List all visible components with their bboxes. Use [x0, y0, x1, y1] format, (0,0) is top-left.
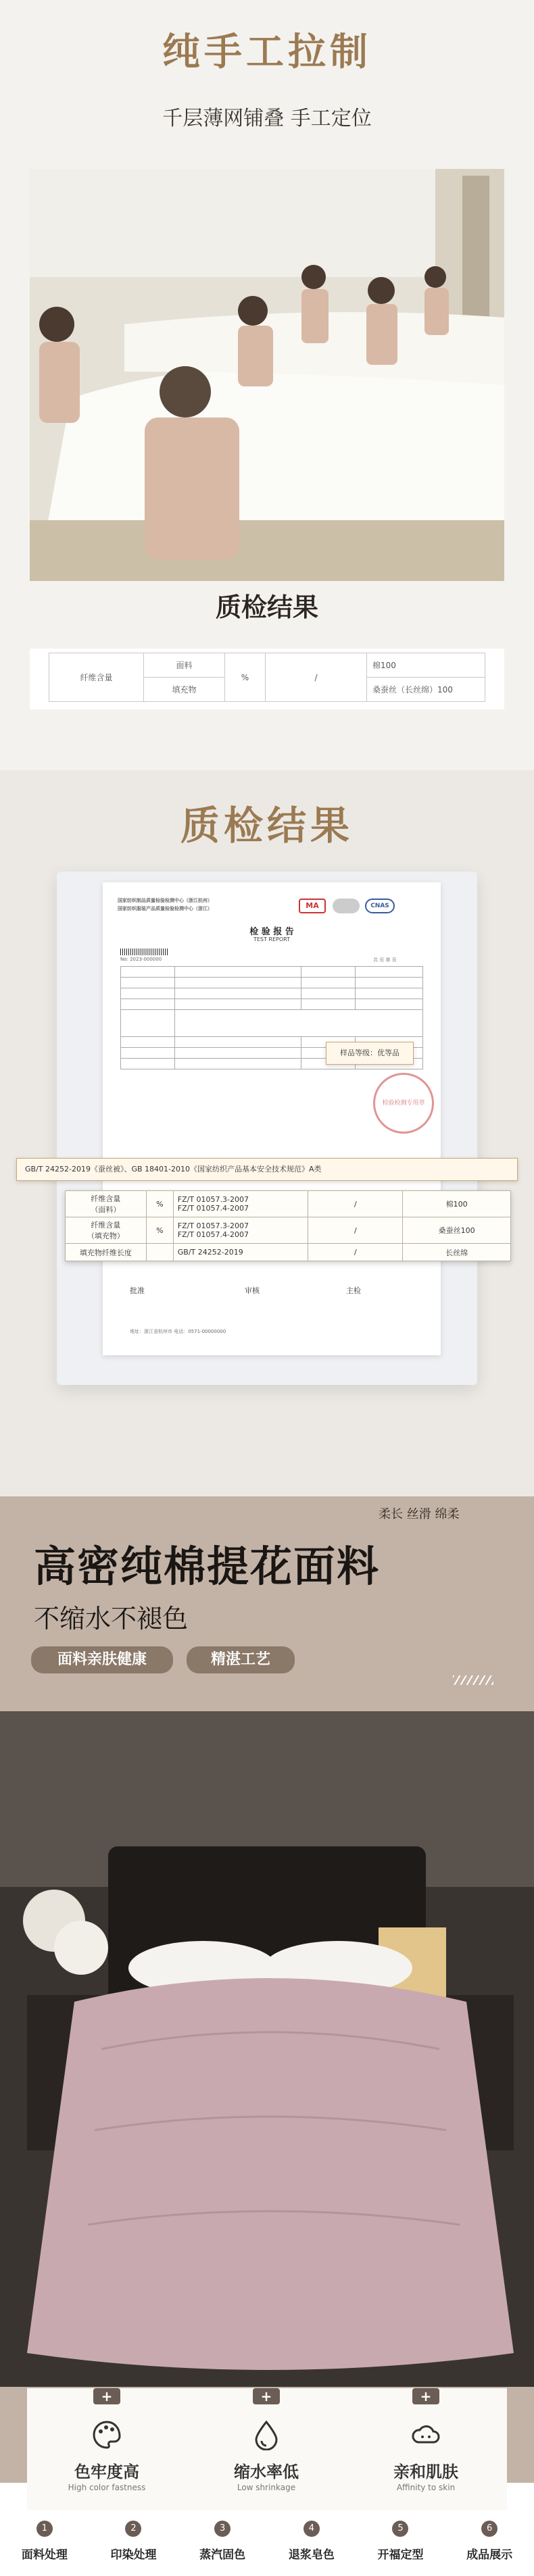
qc-table-strip	[30, 649, 504, 709]
report-stamp	[373, 1073, 434, 1134]
process-step	[89, 2517, 178, 2571]
step-label: 开福定型	[377, 2548, 424, 2562]
process-step	[0, 2517, 89, 2571]
results-cell-req: /	[308, 1244, 403, 1261]
results-table	[65, 1190, 511, 1261]
step-label: 成品展示	[466, 2548, 513, 2562]
ilac-logo	[333, 899, 360, 913]
qc-title-1: 质检结果	[215, 592, 318, 622]
fabric-tagline: 柔长 丝滑 绵柔	[379, 1507, 460, 1521]
report-address: 地址：浙江省杭州市 电话：0571-00000000	[130, 1329, 226, 1334]
decor-stripes	[453, 1675, 493, 1685]
qc-title-2: 质检结果	[180, 803, 354, 849]
qc-table	[49, 653, 485, 702]
features-card	[27, 2388, 507, 2510]
feature-subtitle: High color fastness	[68, 2483, 146, 2492]
results-cell-req: /	[308, 1217, 403, 1244]
process-steps	[0, 2510, 534, 2576]
qc-cell-filling: 填充物	[144, 678, 225, 702]
step-number: 4	[304, 2521, 320, 2537]
report-page	[103, 882, 441, 1355]
plus-badge: +	[412, 2388, 439, 2404]
sign-approve: 批准	[130, 1286, 145, 1295]
report-page-info: 共 页 第 页	[373, 957, 397, 963]
sign-review: 审核	[245, 1286, 260, 1295]
plus-badge: +	[93, 2388, 120, 2404]
handmade-title: 纯手工拉制	[162, 30, 372, 74]
report-number: No: 2023-000000	[120, 957, 162, 962]
step-number: 2	[125, 2521, 141, 2537]
report-header-2: 国家纺织服装产品质量检验检测中心（浙江）	[118, 906, 212, 911]
step-label: 面料处理	[21, 2548, 68, 2562]
qc-cell-silk: 桑蚕丝（长丝绵）100	[367, 678, 485, 702]
feature-title: 色牢度高	[74, 2463, 139, 2481]
grade-label: 样品等级：优等品	[326, 1042, 414, 1065]
section-fabric	[0, 1496, 534, 2576]
results-cell-unit: %	[146, 1217, 173, 1244]
feature-title: 缩水率低	[234, 2463, 299, 2481]
pill-skin-friendly: 面料亲肤健康	[31, 1646, 173, 1673]
results-cell-method: FZ/T 01057.3-2007 FZ/T 01057.4-2007	[173, 1217, 308, 1244]
feature-subtitle: Low shrinkage	[237, 2483, 296, 2492]
results-cell-name: 填充物纤维长度	[66, 1244, 147, 1261]
standards-bar: GB/T 24252-2019《蚕丝被》、GB 18401-2010《国家纺织产品基本安全技术规范》A类	[16, 1158, 518, 1181]
process-step	[267, 2517, 356, 2571]
feature-subtitle: Affinity to skin	[396, 2483, 456, 2492]
workshop-illustration	[30, 169, 504, 581]
water-drop-icon	[251, 2419, 282, 2453]
report-title-cn: 检 验 报 告	[249, 927, 294, 937]
report-title-en: TEST REPORT	[253, 936, 291, 942]
step-label: 印染处理	[110, 2548, 157, 2562]
feature-title: 亲和肌肤	[393, 2463, 458, 2481]
results-cell-result: 棉100	[403, 1191, 511, 1217]
process-step	[178, 2517, 267, 2571]
results-cell-unit: %	[146, 1191, 173, 1217]
sign-inspect: 主检	[346, 1286, 361, 1295]
qc-cell-fiber: 纤维含量	[49, 653, 144, 702]
handmade-subtitle: 千层薄网铺叠 手工定位	[162, 107, 372, 130]
qc-cell-req: /	[266, 653, 367, 702]
bedroom-illustration	[0, 1711, 534, 2387]
results-cell-name: 纤维含量 （填充物）	[66, 1217, 147, 1244]
feature-item	[346, 2388, 506, 2510]
step-number: 6	[481, 2521, 497, 2537]
results-cell-method: GB/T 24252-2019	[173, 1244, 308, 1261]
step-number: 3	[214, 2521, 230, 2537]
section-handmade	[0, 0, 534, 770]
palette-icon	[91, 2419, 122, 2453]
step-label: 蒸汽固色	[199, 2548, 246, 2562]
process-step	[356, 2517, 445, 2571]
qc-cell-cotton: 棉100	[367, 653, 485, 678]
bedroom-photo	[0, 1711, 534, 2387]
stamp-text: 检验检测专用章	[382, 1100, 425, 1107]
qc-cell-fabric: 面料	[144, 653, 225, 678]
step-number: 1	[37, 2521, 53, 2537]
feature-item	[27, 2388, 187, 2510]
section-qc-report	[0, 770, 534, 1496]
results-cell-name: 纤维含量 （面料）	[66, 1191, 147, 1217]
qc-cell-unit: %	[225, 653, 266, 702]
cma-logo: MA	[299, 899, 326, 913]
step-number: 5	[392, 2521, 408, 2537]
cnas-logo: CNAS	[365, 899, 395, 913]
results-cell-result: 桑蚕丝100	[403, 1217, 511, 1244]
results-cell-req: /	[308, 1191, 403, 1217]
workshop-photo	[30, 169, 504, 581]
barcode	[120, 949, 168, 955]
plus-badge: +	[253, 2388, 280, 2404]
fabric-subtitle: 不缩水不褪色	[34, 1604, 189, 1634]
step-label: 退浆皂色	[288, 2548, 335, 2562]
fabric-title: 高密纯棉提花面料	[34, 1542, 381, 1591]
process-step	[445, 2517, 534, 2571]
results-row	[66, 1217, 511, 1244]
report-frame	[25, 872, 477, 1385]
results-row	[66, 1191, 511, 1217]
report-header-1: 国家纺织制品质量检验检测中心（浙江杭州）	[118, 898, 212, 903]
results-row	[66, 1244, 511, 1261]
cloud-smile-icon	[410, 2419, 441, 2453]
pill-craft: 精湛工艺	[187, 1646, 295, 1673]
results-cell-method: FZ/T 01057.3-2007 FZ/T 01057.4-2007	[173, 1191, 308, 1217]
results-cell-unit	[146, 1244, 173, 1261]
results-cell-result: 长丝绵	[403, 1244, 511, 1261]
feature-item	[187, 2388, 346, 2510]
